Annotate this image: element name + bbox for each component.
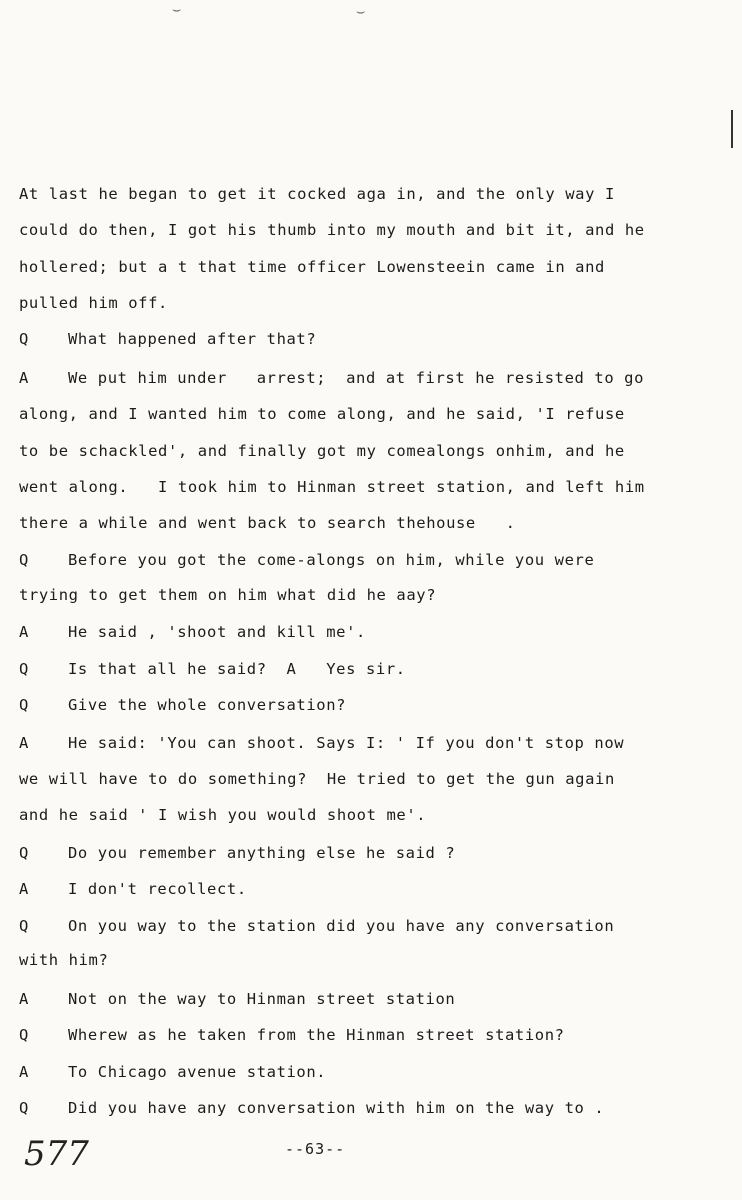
answer-label: A [19,880,29,898]
question-label: Q [19,330,29,348]
line-text: to be schackled', and finally got my comealongs onhim, and he [19,442,625,460]
line-text: went along. I took him to Hinman street station, and left him [19,478,645,496]
scan-mark: ⌣ [172,2,182,18]
line-text: What happened after that? [68,330,317,348]
line-text: along, and I wanted him to come along, and he said, 'I refuse [19,405,625,423]
line-text: Do you remember anything else he said ? [68,844,456,862]
line-text: We put him under arrest; and at first he resisted to go [68,369,645,387]
line-text: Not on the way to Hinman street station [68,990,456,1008]
answer-label: A [19,734,29,752]
line-text: Before you got the come-alongs on him, while you were [68,551,595,569]
line-text: hollered; but a t that time officer Lowensteein came in and [19,258,605,276]
line-text: trying to get them on him what did he aay? [19,586,437,604]
line-text: with him? [19,951,109,969]
line-text: I don't recollect. [68,880,247,898]
line-text: On you way to the station did you have any conversation [68,917,615,935]
page-number: --63-- [285,1140,346,1158]
line-text: Is that all he said? A Yes sir. [68,660,406,678]
answer-label: A [19,990,29,1008]
line-text: there a while and went back to search thehouse . [19,514,516,532]
question-label: Q [19,1026,29,1044]
answer-label: A [19,369,29,387]
handwritten-page-number: 577 [24,1134,89,1174]
line-text: Did you have any conversation with him on the way to . [68,1099,605,1117]
question-label: Q [19,1099,29,1117]
line-text: At last he began to get it cocked aga in, and the only way I [19,185,615,203]
line-text: Wherew as he taken from the Hinman street station? [68,1026,565,1044]
answer-label: A [19,1063,29,1081]
answer-label: A [19,623,29,641]
line-text: To Chicago avenue station. [68,1063,327,1081]
line-text: pulled him off. [19,294,168,312]
line-text: could do then, I got his thumb into my mouth and bit it, and he [19,221,645,239]
line-text: Give the whole conversation? [68,696,347,714]
line-text: He said: 'You can shoot. Says I: ' If you don't stop now [68,734,625,752]
question-label: Q [19,660,29,678]
line-text: He said , 'shoot and kill me'. [68,623,366,641]
line-text: we will have to do something? He tried to get the gun again [19,770,615,788]
binding-edge-mark [731,110,733,148]
question-label: Q [19,696,29,714]
scan-mark: ⌣ [356,4,366,20]
question-label: Q [19,551,29,569]
question-label: Q [19,917,29,935]
question-label: Q [19,844,29,862]
line-text: and he said ' I wish you would shoot me'. [19,806,427,824]
